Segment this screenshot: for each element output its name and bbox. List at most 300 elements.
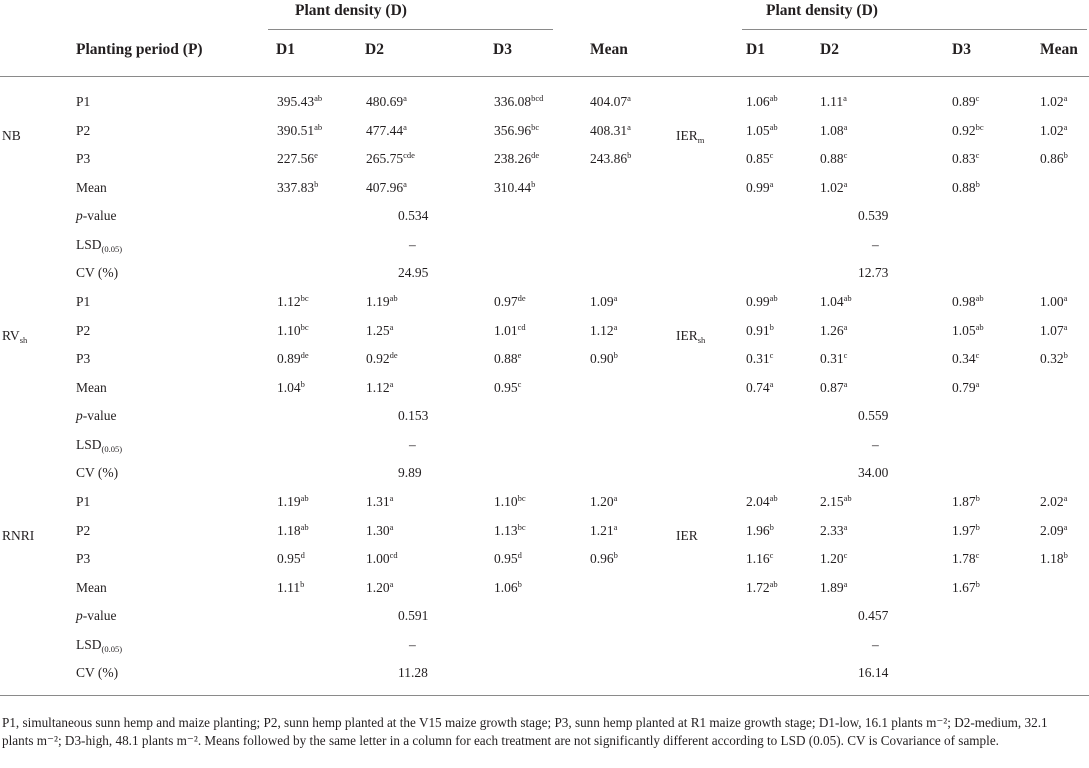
cell-value: 1.12	[590, 322, 614, 338]
left-value-cell	[277, 123, 322, 139]
cv-left: 24.95	[398, 265, 429, 280]
right-value-cell	[1040, 294, 1067, 310]
significance-letter: a	[769, 178, 774, 189]
section-label-right	[676, 128, 704, 144]
left-value-cell	[366, 94, 407, 110]
significance-letter: ab	[769, 121, 778, 132]
right-value-cell	[952, 180, 980, 196]
significance-letter: b	[975, 521, 980, 532]
left-value-cell	[590, 123, 631, 139]
right-value-cell	[1040, 323, 1067, 339]
lsd-label	[76, 637, 122, 653]
left-value-cell	[277, 580, 304, 596]
significance-letter: b	[531, 178, 536, 189]
right-value-cell	[1040, 551, 1068, 567]
group-header-left: Plant density (D)	[295, 2, 407, 19]
significance-letter: b	[627, 150, 632, 160]
left-value-cell	[590, 551, 618, 567]
significance-letter: cde	[403, 150, 415, 160]
significance-letter: b	[975, 493, 980, 503]
cv-right: 16.14	[858, 665, 889, 680]
left-value-cell	[277, 351, 309, 367]
right-value-cell	[820, 580, 847, 596]
significance-letter: a	[403, 178, 407, 189]
significance-letter: a	[1063, 493, 1068, 503]
significance-letter: a	[389, 378, 394, 389]
lsd-left: –	[409, 636, 416, 652]
cell-value: 1.20	[820, 551, 844, 566]
cell-value: 1.25	[366, 322, 390, 338]
left-value-cell	[366, 323, 393, 339]
cell-value: 1.06	[746, 94, 770, 109]
significance-letter: b	[769, 521, 774, 532]
cell-value: 0.32	[1040, 351, 1064, 366]
row-label-p1: P1	[76, 94, 91, 109]
cv-right: 34.00	[858, 465, 889, 480]
cell-value: 1.02	[1040, 122, 1064, 138]
left-value-cell	[494, 551, 522, 567]
cell-value: 1.10	[494, 494, 518, 509]
cell-value: 480.69	[366, 94, 404, 109]
cell-value: 1.20	[590, 494, 614, 509]
pvalue-left: 0.591	[398, 608, 429, 623]
significance-letter: b	[769, 321, 774, 332]
row-label-p3: P3	[76, 151, 91, 166]
significance-letter: b	[975, 178, 980, 189]
right-value-cell	[820, 380, 847, 396]
lsd-right: –	[872, 436, 879, 452]
row-label-p2: P2	[76, 122, 91, 138]
pvalue-p: p	[76, 408, 83, 423]
col-header-left-mean: Mean	[590, 41, 628, 58]
header-bottom-rule	[0, 76, 1089, 77]
cell-value: 0.98	[952, 294, 976, 309]
col-header-left-d1: D1	[276, 41, 295, 58]
significance-letter: a	[1063, 121, 1068, 132]
row-label-p3: P3	[76, 551, 91, 566]
significance-letter: a	[627, 121, 631, 132]
left-value-cell	[494, 294, 526, 310]
row-label-mean: Mean	[76, 579, 107, 595]
row-label-mean: Mean	[76, 379, 107, 395]
left-value-cell	[366, 380, 393, 396]
significance-letter: b	[314, 178, 319, 189]
significance-letter: d	[300, 550, 305, 560]
left-value-cell	[590, 323, 617, 339]
cell-value: 1.13	[494, 522, 518, 538]
cell-value: 0.87	[820, 379, 844, 395]
row-label-p1: P1	[76, 494, 91, 509]
cell-value: 243.86	[590, 151, 628, 166]
group-underline-left	[268, 29, 553, 30]
right-value-cell	[820, 494, 852, 510]
left-value-cell	[494, 94, 543, 110]
right-value-cell	[820, 294, 852, 310]
lsd-right: –	[872, 236, 879, 252]
cell-value: 477.44	[366, 122, 404, 138]
cell-value: 0.90	[590, 351, 614, 366]
significance-letter: ab	[975, 321, 984, 332]
left-value-cell	[366, 151, 415, 167]
right-value-cell	[1040, 94, 1067, 110]
cell-value: 0.95	[494, 379, 518, 395]
col-header-right-mean: Mean	[1040, 41, 1078, 58]
significance-letter: de	[517, 293, 526, 303]
row-label-text: LSD	[76, 436, 102, 452]
right-value-cell	[1040, 494, 1067, 510]
cell-value: 1.12	[366, 379, 390, 395]
significance-letter: c	[975, 350, 980, 360]
cell-value: 0.95	[494, 551, 518, 566]
significance-letter: a	[403, 93, 407, 103]
significance-letter: a	[613, 321, 618, 332]
pvalue-left: 0.534	[398, 208, 429, 223]
significance-letter: de	[389, 350, 398, 360]
cell-value: 1.78	[952, 551, 976, 566]
row-label-text: IER	[676, 128, 698, 144]
cell-value: 1.04	[277, 379, 301, 395]
right-value-cell	[820, 351, 847, 367]
section-label-right	[676, 528, 698, 544]
right-value-cell	[820, 123, 847, 139]
significance-letter: c	[769, 550, 774, 560]
cell-value: 2.04	[746, 494, 770, 509]
pvalue-p: p	[76, 208, 83, 223]
left-value-cell	[366, 351, 398, 367]
right-value-cell	[820, 323, 847, 339]
left-value-cell	[494, 580, 522, 596]
left-value-cell	[590, 94, 631, 110]
left-value-cell	[277, 151, 318, 167]
left-value-cell	[590, 523, 617, 539]
cell-value: 2.09	[1040, 522, 1064, 538]
left-value-cell	[494, 323, 526, 339]
left-value-cell	[277, 294, 309, 310]
cell-value: 1.05	[952, 322, 976, 338]
right-value-cell	[952, 494, 980, 510]
cell-value: 1.10	[277, 322, 301, 338]
significance-letter: a	[1063, 293, 1068, 303]
significance-letter: b	[613, 350, 618, 360]
col-header-left-d3: D3	[493, 41, 512, 58]
cell-value: 1.05	[746, 122, 770, 138]
right-value-cell	[746, 351, 773, 367]
significance-letter: a	[1063, 93, 1068, 103]
significance-letter: a	[389, 493, 394, 503]
right-value-cell	[746, 523, 774, 539]
cell-value: 0.89	[277, 351, 301, 366]
group-underline-right	[742, 29, 1087, 30]
cell-value: 0.34	[952, 351, 976, 366]
significance-letter: c	[975, 550, 980, 560]
right-value-cell	[952, 580, 980, 596]
significance-letter: bc	[531, 121, 540, 132]
cell-value: 1.18	[277, 522, 301, 538]
cell-value: 0.31	[746, 351, 770, 366]
right-value-cell	[820, 151, 847, 167]
left-value-cell	[494, 180, 535, 196]
pvalue-label	[76, 608, 116, 624]
pvalue-p: p	[76, 608, 83, 623]
cell-value: 2.33	[820, 522, 844, 538]
row-label-subscript: (0.05)	[101, 643, 123, 654]
cell-value: 310.44	[494, 179, 532, 195]
cell-value: 227.56	[277, 151, 315, 166]
cell-value: 1.06	[494, 579, 518, 595]
left-value-cell	[494, 151, 539, 167]
right-value-cell	[746, 180, 773, 196]
significance-letter: c	[975, 150, 980, 160]
left-value-cell	[366, 551, 398, 567]
cell-value: 0.99	[746, 294, 770, 309]
cell-value: 1.11	[277, 579, 301, 595]
cell-value: 0.31	[820, 351, 844, 366]
significance-letter: b	[613, 550, 618, 560]
cell-value: 265.75	[366, 151, 404, 166]
pvalue-left: 0.153	[398, 408, 429, 423]
cell-value: 2.15	[820, 494, 844, 509]
significance-letter: a	[389, 321, 394, 332]
left-value-cell	[366, 494, 393, 510]
cell-value: 1.19	[277, 494, 301, 509]
right-value-cell	[1040, 123, 1067, 139]
cell-value: 0.95	[277, 551, 301, 566]
pvalue-right: 0.457	[858, 608, 889, 623]
left-value-cell	[277, 180, 318, 196]
significance-letter: a	[843, 178, 848, 189]
row-label-text: IER	[676, 528, 698, 544]
row-label-subscript: sh	[19, 335, 28, 346]
significance-letter: b	[517, 578, 522, 589]
left-value-cell	[366, 523, 393, 539]
cell-value: 0.97	[494, 294, 518, 309]
significance-letter: cd	[517, 321, 526, 332]
cell-value: 1.31	[366, 494, 390, 509]
significance-letter: a	[389, 521, 394, 532]
cell-value: 1.19	[366, 294, 390, 309]
lsd-left: –	[409, 436, 416, 452]
significance-letter: ab	[975, 293, 984, 303]
cell-value: 1.97	[952, 522, 976, 538]
cell-value: 1.07	[1040, 322, 1064, 338]
cell-value: 1.20	[366, 579, 390, 595]
significance-letter: ab	[769, 493, 778, 503]
significance-letter: b	[300, 378, 305, 389]
lsd-label	[76, 437, 122, 453]
cell-value: 1.08	[820, 122, 844, 138]
significance-letter: a	[843, 321, 848, 332]
row-label-subscript: (0.05)	[101, 243, 123, 254]
significance-letter: ab	[843, 293, 852, 303]
significance-letter: bc	[300, 321, 309, 332]
significance-letter: ab	[314, 121, 323, 132]
row-label-subscript: m	[697, 135, 705, 146]
col-header-right-d3: D3	[952, 41, 971, 58]
significance-letter: a	[1063, 521, 1068, 532]
left-value-cell	[494, 351, 521, 367]
pvalue-rest: -value	[82, 608, 117, 623]
row-label-p2: P2	[76, 322, 91, 338]
right-value-cell	[952, 551, 979, 567]
left-value-cell	[366, 180, 407, 196]
cell-value: 0.89	[952, 94, 976, 109]
section-label-left	[2, 128, 21, 144]
left-value-cell	[366, 580, 393, 596]
row-label-subscript: (0.05)	[101, 443, 123, 454]
right-value-cell	[952, 523, 980, 539]
pvalue-label	[76, 208, 116, 224]
significance-letter: a	[843, 578, 848, 589]
significance-letter: c	[843, 150, 848, 160]
right-value-cell	[952, 294, 984, 310]
cell-value: 0.88	[952, 179, 976, 195]
right-value-cell	[746, 494, 778, 510]
cell-value: 0.74	[746, 379, 770, 395]
significance-letter: a	[843, 521, 848, 532]
cell-value: 1.02	[1040, 94, 1064, 109]
right-value-cell	[820, 523, 847, 539]
row-label-text: RV	[2, 328, 20, 344]
pvalue-label	[76, 408, 116, 424]
left-value-cell	[366, 123, 407, 139]
right-value-cell	[1040, 351, 1068, 367]
cell-value: 1.96	[746, 522, 770, 538]
significance-letter: b	[1063, 350, 1068, 360]
significance-letter: bc	[975, 121, 984, 132]
planting-period-header: Planting period (P)	[76, 41, 203, 58]
left-value-cell	[366, 294, 398, 310]
right-value-cell	[746, 294, 778, 310]
cell-value: 1.72	[746, 579, 770, 595]
right-value-cell	[1040, 151, 1068, 167]
cell-value: 1.26	[820, 322, 844, 338]
right-value-cell	[746, 380, 773, 396]
left-value-cell	[277, 323, 309, 339]
significance-letter: ab	[314, 93, 323, 103]
row-label-mean: Mean	[76, 179, 107, 195]
cell-value: 0.79	[952, 379, 976, 395]
section-label-right	[676, 328, 705, 344]
left-value-cell	[590, 294, 617, 310]
significance-letter: bc	[517, 493, 526, 503]
significance-letter: b	[1063, 150, 1068, 160]
left-value-cell	[590, 151, 631, 167]
cell-value: 395.43	[277, 94, 315, 109]
significance-letter: bc	[517, 521, 526, 532]
table-footnote: P1, simultaneous sunn hemp and maize planting; P2, sunn hemp planted at the V15 maize growth stage; P3, sunn hemp planted at R1 maize growth stage; D1-low, 16.1 plants m⁻²; D2-medium, 32.1 plants m⁻²; D3-high, 48.1 plants m⁻². Means followed by the same letter in a column for each treatment are not significantly different according to LSD (0.05). CV is Covariance of sample.	[2, 715, 1048, 748]
table-bottom-rule	[0, 695, 1089, 696]
cv-right: 12.73	[858, 265, 889, 280]
cell-value: 0.88	[820, 151, 844, 166]
significance-letter: c	[769, 150, 774, 160]
cv-label: CV (%)	[76, 665, 119, 680]
section-label-left	[2, 528, 34, 544]
row-label-p3: P3	[76, 351, 91, 366]
significance-letter: a	[403, 121, 407, 132]
cell-value: 2.02	[1040, 494, 1064, 509]
left-value-cell	[277, 380, 305, 396]
significance-letter: a	[613, 521, 618, 532]
cell-value: 1.21	[590, 522, 614, 538]
cv-left: 11.28	[398, 665, 428, 680]
pvalue-rest: -value	[82, 208, 117, 223]
significance-letter: a	[769, 378, 774, 389]
cell-value: 1.18	[1040, 551, 1064, 566]
cell-value: 1.89	[820, 579, 844, 595]
significance-letter: ab	[843, 493, 852, 503]
cv-left: 9.89	[398, 465, 422, 480]
significance-letter: de	[531, 150, 540, 160]
row-label-subscript: sh	[697, 335, 706, 346]
significance-letter: ab	[769, 578, 778, 589]
significance-letter: c	[843, 350, 848, 360]
cell-value: 0.92	[952, 122, 976, 138]
cell-value: 1.02	[820, 179, 844, 195]
cell-value: 0.92	[366, 351, 390, 366]
left-value-cell	[590, 351, 618, 367]
lsd-left: –	[409, 236, 416, 252]
significance-letter: a	[1063, 321, 1068, 332]
section-label-left	[2, 328, 27, 344]
pvalue-right: 0.539	[858, 208, 889, 223]
significance-letter: ab	[300, 493, 309, 503]
left-value-cell	[277, 94, 322, 110]
significance-letter: a	[843, 378, 848, 389]
cell-value: 407.96	[366, 179, 404, 195]
cell-value: 336.08	[494, 94, 532, 109]
right-value-cell	[952, 323, 984, 339]
right-value-cell	[820, 180, 847, 196]
significance-letter: a	[843, 121, 848, 132]
left-value-cell	[277, 494, 309, 510]
row-label-p2: P2	[76, 522, 91, 538]
right-value-cell	[820, 551, 847, 567]
pvalue-right: 0.559	[858, 408, 889, 423]
significance-letter: ab	[389, 293, 398, 303]
left-value-cell	[494, 380, 521, 396]
cell-value: 238.26	[494, 151, 532, 166]
significance-letter: c	[769, 350, 774, 360]
significance-letter: ab	[300, 521, 309, 532]
cell-value: 0.88	[494, 351, 518, 366]
pvalue-rest: -value	[82, 408, 117, 423]
cell-value: 1.09	[590, 294, 614, 309]
left-value-cell	[277, 551, 305, 567]
significance-letter: bc	[300, 293, 309, 303]
cell-value: 1.67	[952, 579, 976, 595]
left-value-cell	[494, 523, 526, 539]
cell-value: 0.91	[746, 322, 770, 338]
row-label-text: IER	[676, 328, 698, 344]
right-value-cell	[746, 151, 773, 167]
cell-value: 0.86	[1040, 151, 1064, 166]
right-value-cell	[952, 151, 979, 167]
row-label-p1: P1	[76, 294, 91, 309]
cell-value: 390.51	[277, 122, 315, 138]
right-value-cell	[1040, 523, 1067, 539]
right-value-cell	[746, 323, 774, 339]
significance-letter: ab	[769, 293, 778, 303]
significance-letter: de	[300, 350, 309, 360]
significance-letter: c	[843, 550, 848, 560]
lsd-label	[76, 237, 122, 253]
cell-value: 404.07	[590, 94, 628, 109]
cell-value: 1.12	[277, 294, 301, 309]
right-value-cell	[746, 551, 773, 567]
significance-letter: a	[613, 293, 618, 303]
significance-letter: a	[843, 93, 847, 103]
cell-value: 1.00	[366, 551, 390, 566]
